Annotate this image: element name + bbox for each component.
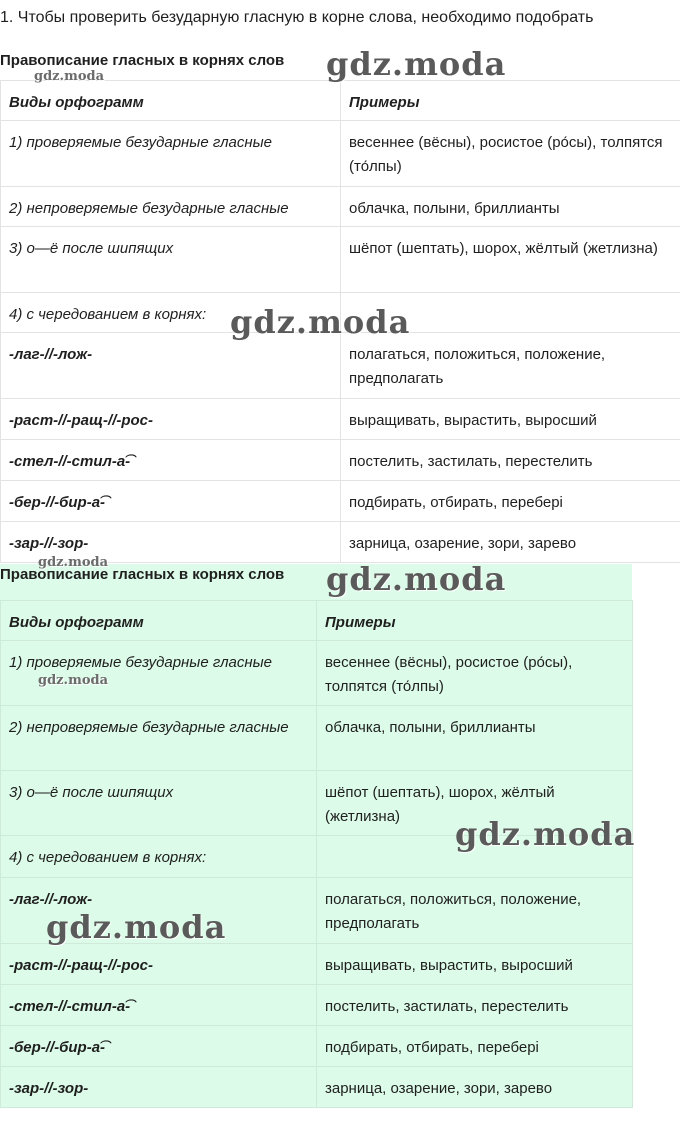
table-row: [1, 944, 633, 985]
examples-cell: полагаться, положиться, положение, предполагать: [341, 333, 680, 399]
table-row: [1, 187, 680, 227]
orthogram-type-cell: 1) проверяемые безударные гласные: [1, 641, 317, 706]
orthogram-type-cell: 1) проверяемые безударные гласные: [1, 121, 341, 187]
examples-cell: облачка, полыни, бриллианты: [317, 706, 633, 771]
orthogram-type-cell: -зар-//-зор-: [1, 1067, 317, 1108]
examples-cell: подбирать, отбирать, переберi: [317, 1026, 633, 1067]
orthogram-type-cell: 3) о—ё после шипящих: [1, 227, 341, 293]
orthogram-type-cell: 4) с чередованием в корнях:: [1, 836, 317, 878]
orthogram-type-cell: -раст-//-ращ-//-рос-: [1, 399, 341, 440]
table-row: [1, 440, 680, 481]
table-row: [1, 333, 680, 399]
table-header-row: [1, 601, 633, 641]
header-cell-types: Виды орфограмм: [1, 601, 317, 641]
watermark: gdz.moda: [326, 560, 507, 598]
orthogram-type-cell: -лаг-//-лож-: [1, 333, 341, 399]
orthogram-type-cell: -бер-//-бир-а͡-: [1, 1026, 317, 1067]
watermark: gdz.moda: [230, 303, 411, 341]
table-row: [1, 481, 680, 522]
examples-cell: весеннее (вёсны), росистое (ро́сы), толпятся (то́лпы): [317, 641, 633, 706]
watermark: gdz.moda: [46, 908, 227, 946]
examples-cell: постелить, застилать, перестелить: [341, 440, 680, 481]
watermark: gdz.moda: [455, 815, 636, 853]
orthogram-type-cell: 3) о—ё после шипящих: [1, 771, 317, 836]
orthogram-type-cell: 4) с чередованием в корнях:: [1, 293, 341, 333]
header-cell-examples: Примеры: [317, 601, 633, 641]
examples-cell: шёпот (шептать), шорох, жёлтый (жетлизна): [341, 227, 680, 293]
table-row: [1, 1026, 633, 1067]
watermark-small: gdz.moda: [34, 69, 105, 84]
examples-cell: зарница, озарение, зори, зарево: [317, 1067, 633, 1108]
examples-cell: полагаться, положиться, положение, предполагать: [317, 878, 633, 944]
examples-cell: выращивать, вырастить, выросший: [341, 399, 680, 440]
orthogram-type-cell: -лаг-//-лож-: [1, 878, 317, 944]
examples-cell: весеннее (вёсны), росистое (ро́сы), толпятся (то́лпы): [341, 121, 680, 187]
orthogram-type-cell: -стел-//-стил-а͡-: [1, 440, 341, 481]
examples-cell: зарница, озарение, зори, зарево: [341, 522, 680, 563]
table-row: [1, 1067, 633, 1108]
table-row: [1, 985, 633, 1026]
orthogram-type-cell: -раст-//-ращ-//-рос-: [1, 944, 317, 985]
section-title: Правописание гласных в корнях слов: [0, 52, 285, 69]
header-cell-types: Виды орфограмм: [1, 81, 341, 121]
intro-text: 1. Чтобы проверить безударную гласную в корне слова, необходимо подобрать: [0, 9, 594, 26]
table-header-row: [1, 81, 680, 121]
examples-cell: облачка, полыни, бриллианты: [341, 187, 680, 227]
examples-cell: постелить, застилать, перестелить: [317, 985, 633, 1026]
orthogram-type-cell: -бер-//-бир-а͡-: [1, 481, 341, 522]
table-row: [1, 706, 633, 771]
table-row: [1, 121, 680, 187]
table-row: [1, 227, 680, 293]
watermark-small: gdz.moda: [38, 555, 109, 570]
header-cell-examples: Примеры: [341, 81, 680, 121]
orthogram-type-cell: 2) непроверяемые безударные гласные: [1, 187, 341, 227]
watermark-small: gdz.moda: [38, 673, 109, 688]
section-title: Правописание гласных в корнях слов: [0, 566, 285, 583]
table-row: [1, 399, 680, 440]
orthogram-type-cell: -стел-//-стил-а͡-: [1, 985, 317, 1026]
examples-cell: выращивать, вырастить, выросший: [317, 944, 633, 985]
orthogram-type-cell: 2) непроверяемые безударные гласные: [1, 706, 317, 771]
orthogram-type-cell: -зар-//-зор-: [1, 522, 341, 563]
examples-cell: шёпот (шептать), шорох, жёлтый (жетлизна): [317, 771, 633, 836]
watermark: gdz.moda: [326, 45, 507, 83]
examples-cell: подбирать, отбирать, переберi: [341, 481, 680, 522]
